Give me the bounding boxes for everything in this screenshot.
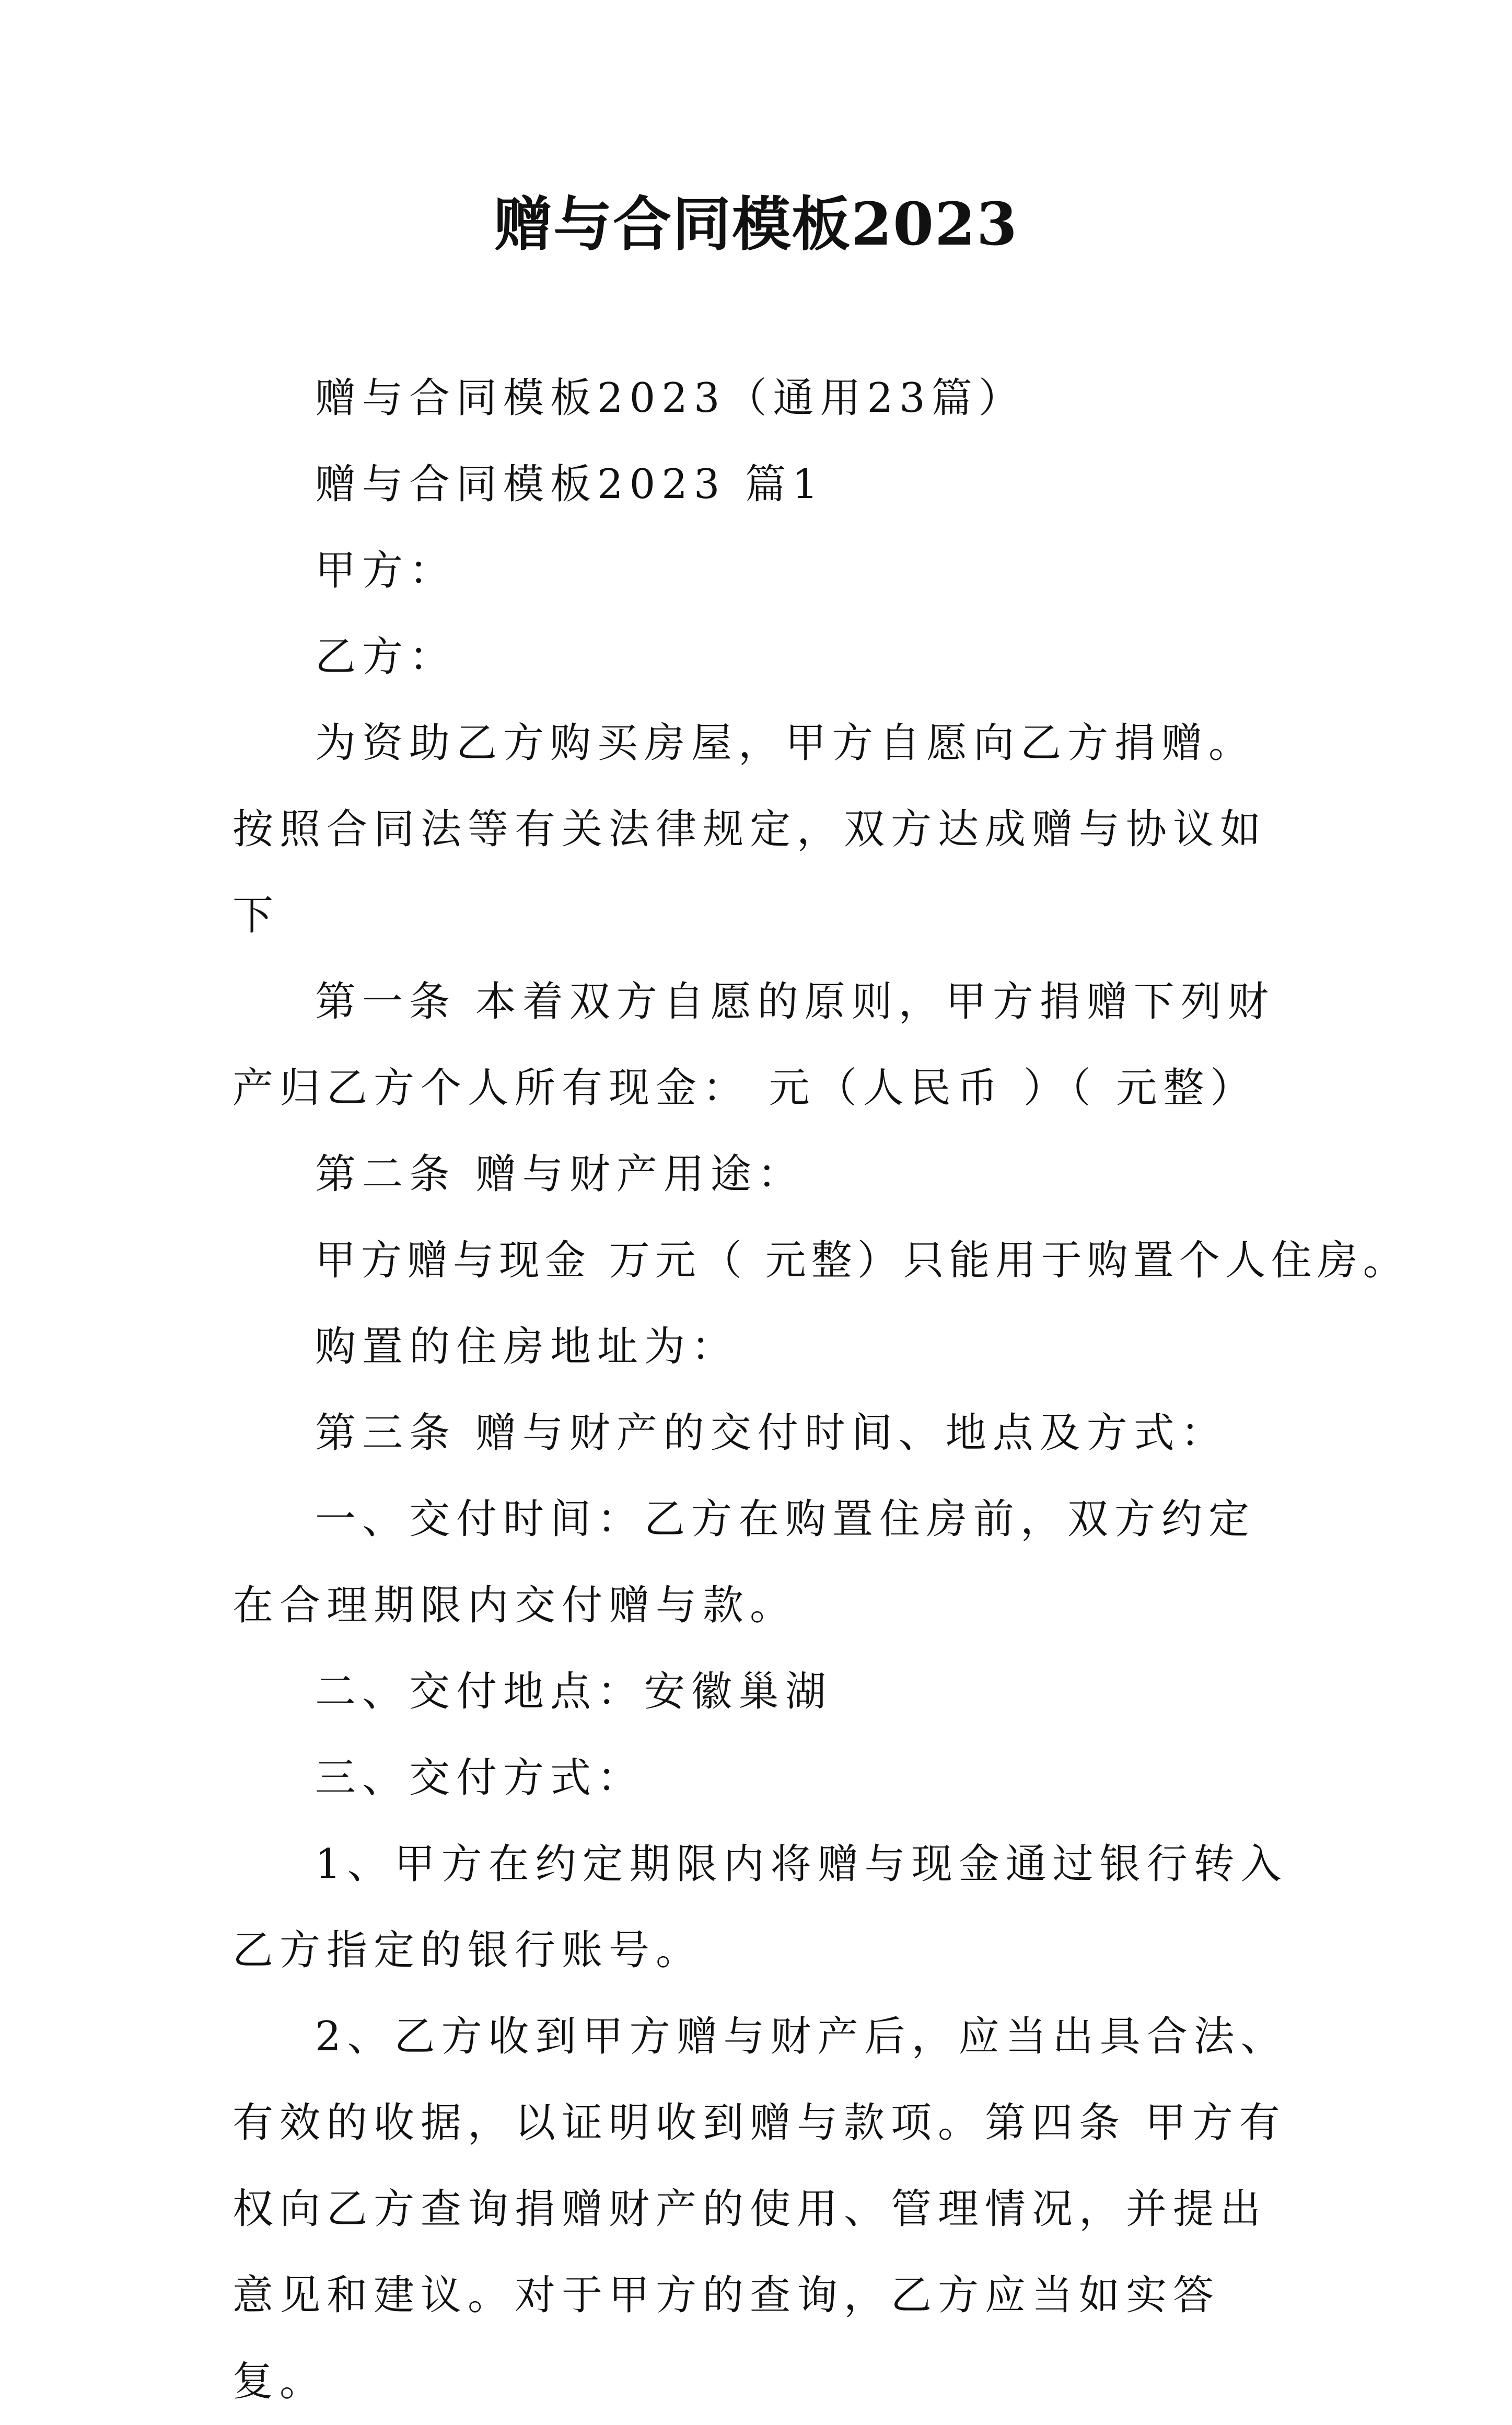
paragraph-party-a: 甲方： [315,547,457,594]
paragraph-method-1: 1、甲方在约定期限内将赠与现金通过银行转入乙方指定的银行账号。 [232,1841,1288,1974]
paragraph-article-1: 第一条 本着双方自愿的原则，甲方捐赠下列财产归乙方个人所有现金： 元（人民币 ）（ 元整） [232,978,1275,1112]
paragraph-preamble: 为资助乙方购买房屋，甲方自愿向乙方捐赠。按照合同法等有关法律规定，双方达成赠与协议如下 [232,720,1267,939]
paragraph-article-3: 第三条 赠与财产的交付时间、地点及方式： [315,1410,1228,1457]
paragraph-subtitle: 赠与合同模板2023（通用23篇） [315,375,1026,422]
paragraph-cash-usage: 甲方赠与现金 万元（ 元整）只能用于购置个人住房。 [315,1237,1409,1284]
paragraph-method-2: 2、乙方收到甲方赠与财产后，应当出具合法、有效的收据，以证明收到赠与款项。第四条 甲方有权向乙方查询捐赠财产的使用、管理情况，并提出意见和建议。对于甲方的查询，乙方应当如实答复。 [232,2013,1288,2405]
paragraph-delivery-place: 二、交付地点：安徽巢湖 [315,1668,833,1715]
document-title: 赠与合同模板2023 [494,190,1018,259]
paragraph-delivery-time: 一、交付时间：乙方在购置住房前，双方约定在合理期限内交付赠与款。 [232,1496,1256,1629]
paragraph-address: 购置的住房地址为： [315,1323,739,1370]
paragraph-party-b: 乙方： [315,633,457,680]
paragraph-article-2: 第二条 赠与财产用途： [315,1151,805,1198]
paragraph-section-heading: 赠与合同模板2023 篇1 [315,461,824,508]
document-body [232,355,1409,2425]
paragraph-delivery-method: 三、交付方式： [315,1754,645,1802]
